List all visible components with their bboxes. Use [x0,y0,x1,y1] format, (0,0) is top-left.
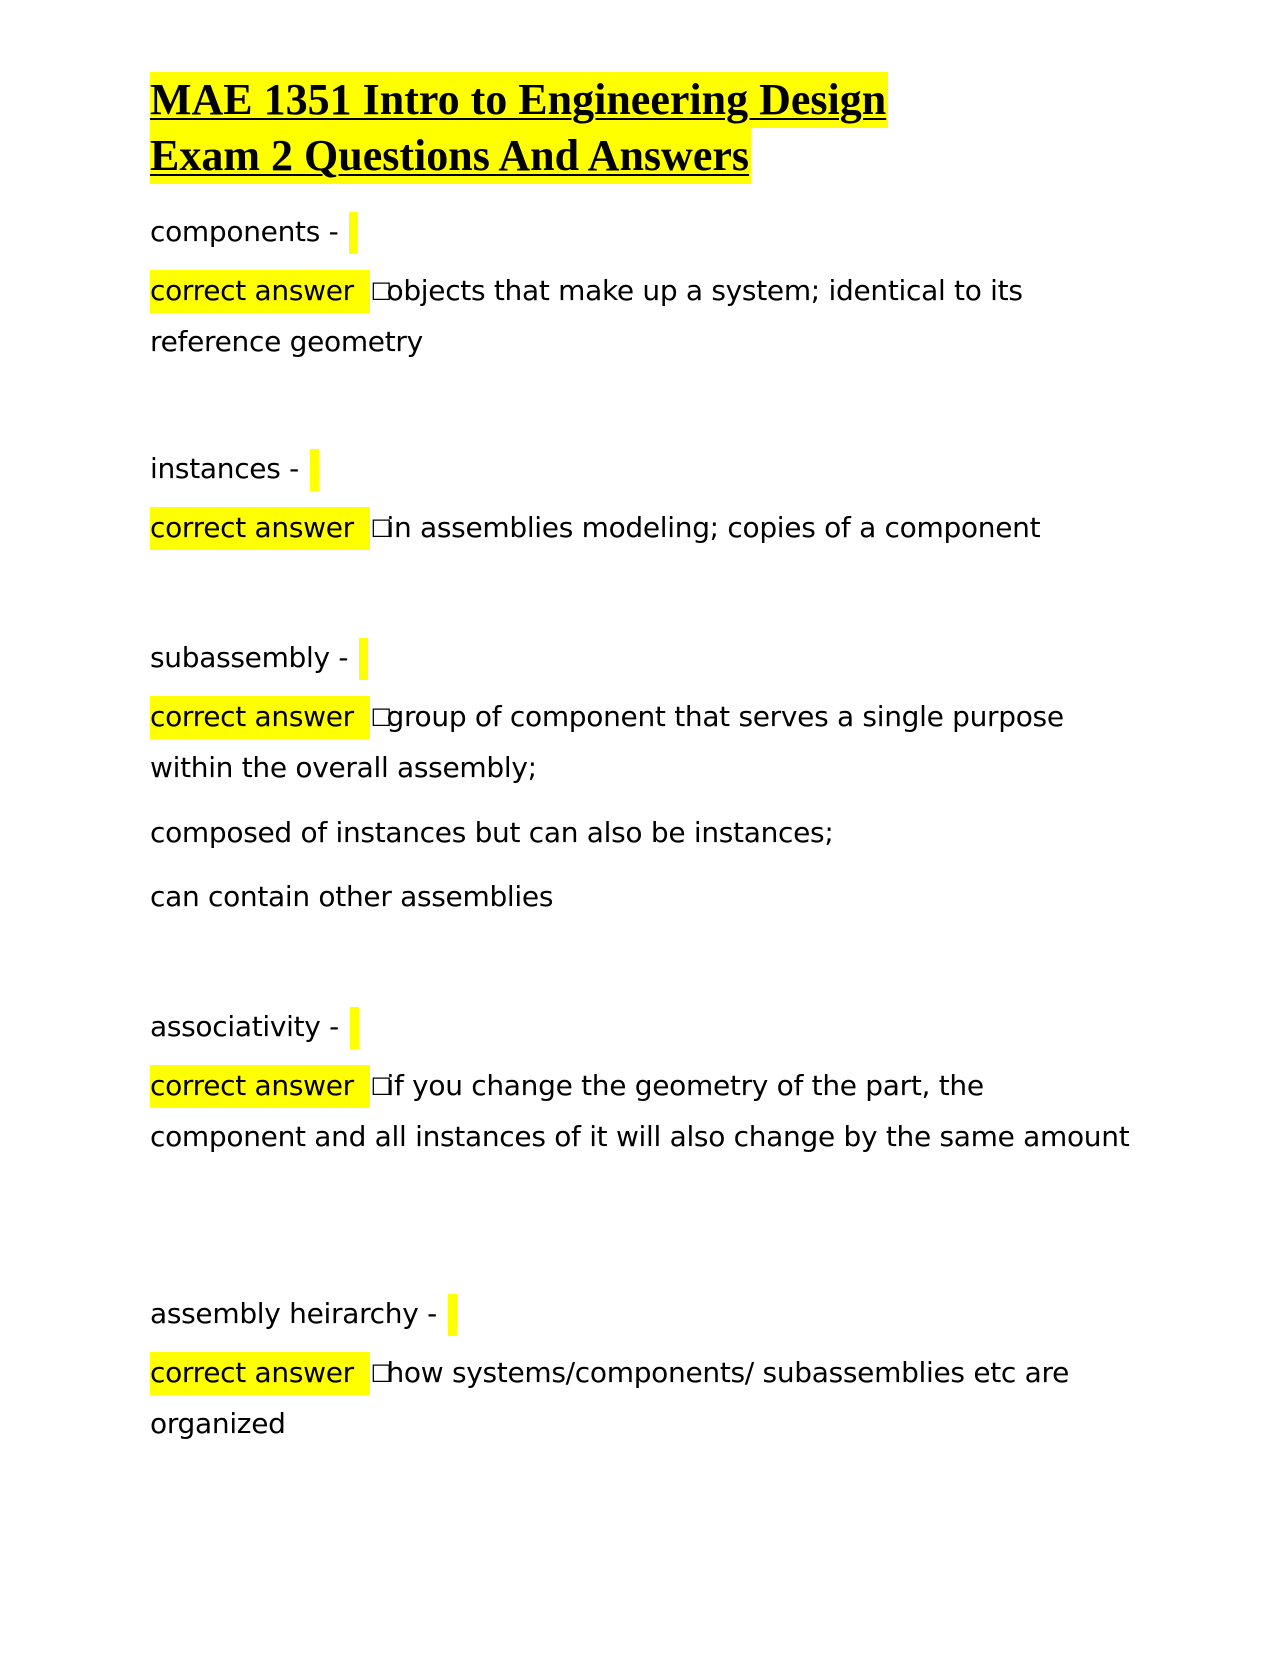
term-line [150,1007,1140,1051]
document-title [150,72,1140,184]
answer-paragraph [150,1348,1140,1449]
answer-text: if you change the geometry of the part, the component and all instances of it will also change by the same amount [150,1069,1130,1153]
answer-text: in assemblies modeling; copies of a component [386,511,1041,544]
term-text: subassembly - [150,641,357,674]
correct-answer-label: correct answer [150,696,370,739]
qa-item-components [150,212,1140,367]
qa-item-instances [150,449,1040,554]
answer-paragraph [150,692,1140,793]
answer-paragraph [150,503,1040,554]
missing-glyph-icon: ☐ [370,515,392,543]
correct-answer-label: correct answer [150,270,370,313]
term-line [150,212,1140,256]
missing-glyph-icon: ☐ [370,704,392,732]
answer-text: how systems/components/ subassemblies etc are organized [150,1356,1070,1440]
highlight-marker [359,638,368,680]
answer-text: group of component that serves a single purpose within the overall assembly; [150,700,1064,784]
term-line [150,638,1140,682]
answer-paragraph [150,1061,1140,1162]
correct-answer-label: correct answer [150,1065,370,1108]
qa-item-assembly-heirarchy [150,1294,1140,1449]
highlight-marker [310,449,319,491]
missing-glyph-icon: ☐ [370,1073,392,1101]
qa-item-associativity [150,1007,1140,1162]
term-text: associativity - [150,1010,348,1043]
term-text: components - [150,215,347,248]
correct-answer-label: correct answer [150,507,370,550]
qa-item-subassembly [150,638,1140,921]
highlight-marker [349,212,358,254]
answer-extra-line: can contain other assemblies [150,880,554,913]
term-line [150,1294,1140,1338]
missing-glyph-icon: ☐ [370,278,392,306]
highlight-marker [350,1007,359,1049]
answer-paragraph [150,266,1140,367]
highlight-marker [448,1294,457,1336]
term-line [150,449,1040,493]
answer-text: objects that make up a system; identical to its reference geometry [150,274,1023,358]
missing-glyph-icon: ☐ [370,1360,392,1388]
term-text: instances - [150,452,308,485]
term-text: assembly heirarchy - [150,1297,446,1330]
title-line-1: MAE 1351 Intro to Engineering Design [150,72,888,128]
document-content [150,72,1140,1440]
correct-answer-label: correct answer [150,1352,370,1395]
title-line-2: Exam 2 Questions And Answers [150,128,751,184]
answer-extra-line: composed of instances but can also be instances; [150,816,834,849]
